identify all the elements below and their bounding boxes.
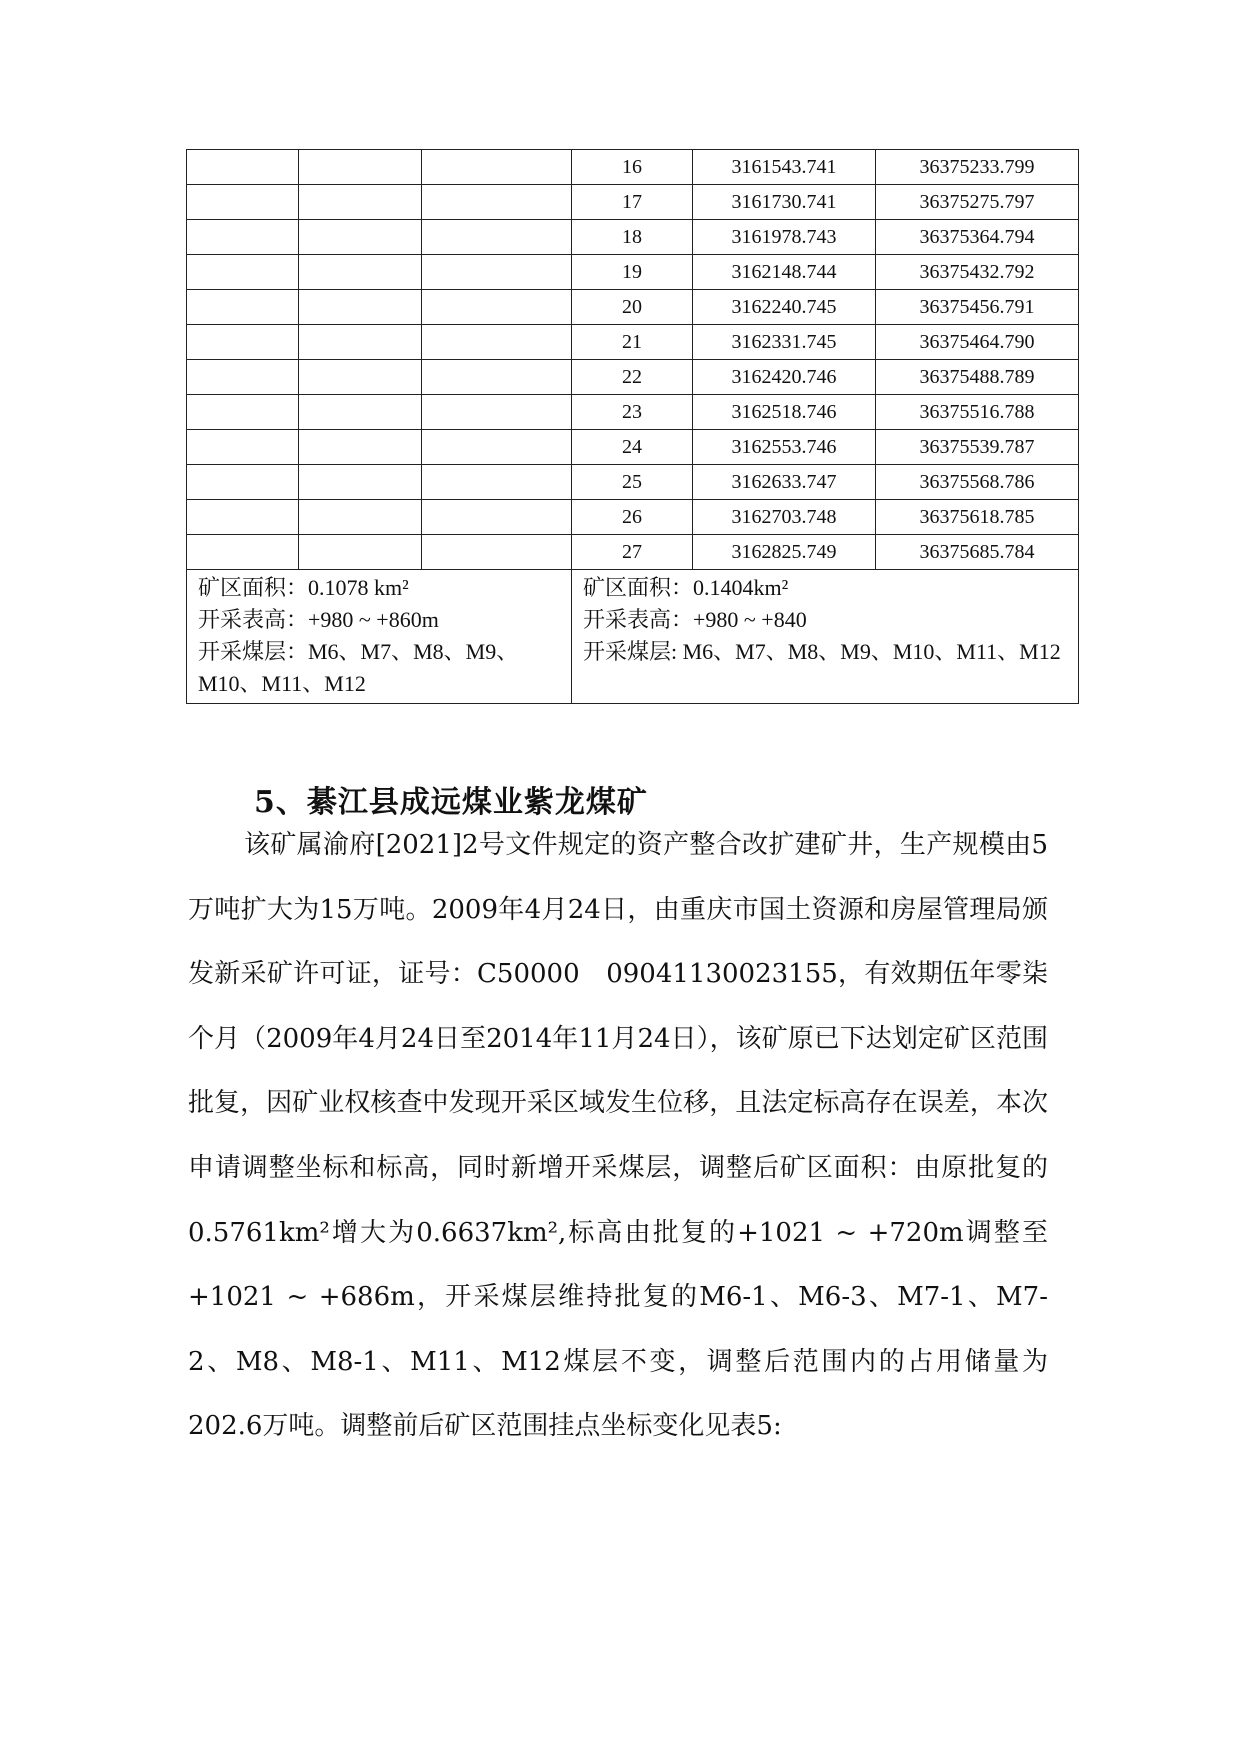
empty-cell [299, 360, 422, 395]
empty-cell [299, 325, 422, 360]
empty-cell [299, 430, 422, 465]
coordinate-table [186, 149, 1079, 704]
x-coordinate-cell: 3162518.746 [693, 395, 876, 430]
table-row [187, 325, 1079, 360]
empty-cell [422, 255, 572, 290]
point-number-cell: 18 [572, 220, 693, 255]
table-row [187, 255, 1079, 290]
section-paragraph: 该矿属渝府[2021]2号文件规定的资产整合改扩建矿井，生产规模由5万吨扩大为15万吨。2009年4月24日，由重庆市国土资源和房屋管理局颁发新采矿许可证，证号：C50000 09041130023155，有效期伍年零柒个月（2009年4月24日至2014年11月24日），该矿原已下达划定矿区范围批复，因矿业权核查中发现开采区域发生位移，且法定标高存在误差，本次申请调整坐标和标高，同时新增开采煤层，调整后矿区面积：由原批复的0.5761km²增大为0.6637km²,标高由批复的+1021 ~ +720m调整至+1021 ~ +686m，开采煤层维持批复的M6-1、M6-3、M7-1、M7-2、M8、M8-1、M11、M12煤层不变，调整后范围内的占用储量为202.6万吨。调整前后矿区范围挂点坐标变化见表5: [188, 830, 1048, 1442]
empty-cell [299, 220, 422, 255]
x-coordinate-cell: 3162553.746 [693, 430, 876, 465]
empty-cell [187, 325, 299, 360]
point-number-cell: 26 [572, 500, 693, 535]
table-row [187, 430, 1079, 465]
area-before: 矿区面积：0.1078 km² [198, 575, 409, 600]
table-row [187, 220, 1079, 255]
point-number-cell: 24 [572, 430, 693, 465]
x-coordinate-cell: 3162148.744 [693, 255, 876, 290]
empty-cell [187, 465, 299, 500]
empty-cell [187, 220, 299, 255]
table-row [187, 360, 1079, 395]
x-coordinate-cell: 3161730.741 [693, 185, 876, 220]
empty-cell [422, 430, 572, 465]
empty-cell [187, 255, 299, 290]
table-row [187, 395, 1079, 430]
x-coordinate-cell: 3162331.745 [693, 325, 876, 360]
table-row [187, 500, 1079, 535]
y-coordinate-cell: 36375516.788 [876, 395, 1079, 430]
x-coordinate-cell: 3162825.749 [693, 535, 876, 570]
elevation-after: 开采表高：+980 ~ +840 [583, 607, 807, 632]
point-number-cell: 19 [572, 255, 693, 290]
table-row [187, 290, 1079, 325]
x-coordinate-cell: 3161978.743 [693, 220, 876, 255]
point-number-cell: 20 [572, 290, 693, 325]
y-coordinate-cell: 36375432.792 [876, 255, 1079, 290]
empty-cell [299, 535, 422, 570]
y-coordinate-cell: 36375456.791 [876, 290, 1079, 325]
x-coordinate-cell: 3162703.748 [693, 500, 876, 535]
seams-after: 开采煤层: M6、M7、M8、M9、M10、M11、M12 [583, 639, 1061, 664]
empty-cell [299, 255, 422, 290]
empty-cell [187, 150, 299, 185]
point-number-cell: 27 [572, 535, 693, 570]
empty-cell [422, 535, 572, 570]
empty-cell [422, 465, 572, 500]
empty-cell [299, 185, 422, 220]
y-coordinate-cell: 36375618.785 [876, 500, 1079, 535]
x-coordinate-cell: 3162633.747 [693, 465, 876, 500]
y-coordinate-cell: 36375275.797 [876, 185, 1079, 220]
point-number-cell: 25 [572, 465, 693, 500]
y-coordinate-cell: 36375464.790 [876, 325, 1079, 360]
y-coordinate-cell: 36375685.784 [876, 535, 1079, 570]
empty-cell [422, 220, 572, 255]
point-number-cell: 16 [572, 150, 693, 185]
section-heading: 5、綦江县成远煤业紫龙煤矿 [254, 785, 648, 820]
empty-cell [422, 395, 572, 430]
summary-before [187, 570, 572, 704]
y-coordinate-cell: 36375568.786 [876, 465, 1079, 500]
table-row [187, 465, 1079, 500]
table-row [187, 185, 1079, 220]
summary-after [572, 570, 1079, 704]
point-number-cell: 21 [572, 325, 693, 360]
y-coordinate-cell: 36375488.789 [876, 360, 1079, 395]
seams-before: 开采煤层：M6、M7、M8、M9、M10、M11、M12 [198, 639, 519, 696]
empty-cell [299, 150, 422, 185]
empty-cell [299, 465, 422, 500]
empty-cell [422, 290, 572, 325]
y-coordinate-cell: 36375233.799 [876, 150, 1079, 185]
empty-cell [422, 360, 572, 395]
point-number-cell: 23 [572, 395, 693, 430]
empty-cell [187, 395, 299, 430]
point-number-cell: 22 [572, 360, 693, 395]
table-row [187, 150, 1079, 185]
empty-cell [187, 430, 299, 465]
empty-cell [187, 535, 299, 570]
x-coordinate-cell: 3162240.745 [693, 290, 876, 325]
table-row [187, 535, 1079, 570]
empty-cell [422, 500, 572, 535]
area-after: 矿区面积：0.1404km² [583, 575, 789, 600]
empty-cell [187, 290, 299, 325]
y-coordinate-cell: 36375539.787 [876, 430, 1079, 465]
elevation-before: 开采表高：+980 ~ +860m [198, 607, 439, 632]
empty-cell [422, 185, 572, 220]
empty-cell [299, 395, 422, 430]
empty-cell [187, 500, 299, 535]
x-coordinate-cell: 3162420.746 [693, 360, 876, 395]
empty-cell [187, 360, 299, 395]
empty-cell [299, 290, 422, 325]
empty-cell [187, 185, 299, 220]
empty-cell [422, 150, 572, 185]
summary-row [187, 570, 1079, 704]
x-coordinate-cell: 3161543.741 [693, 150, 876, 185]
empty-cell [299, 500, 422, 535]
y-coordinate-cell: 36375364.794 [876, 220, 1079, 255]
empty-cell [422, 325, 572, 360]
point-number-cell: 17 [572, 185, 693, 220]
